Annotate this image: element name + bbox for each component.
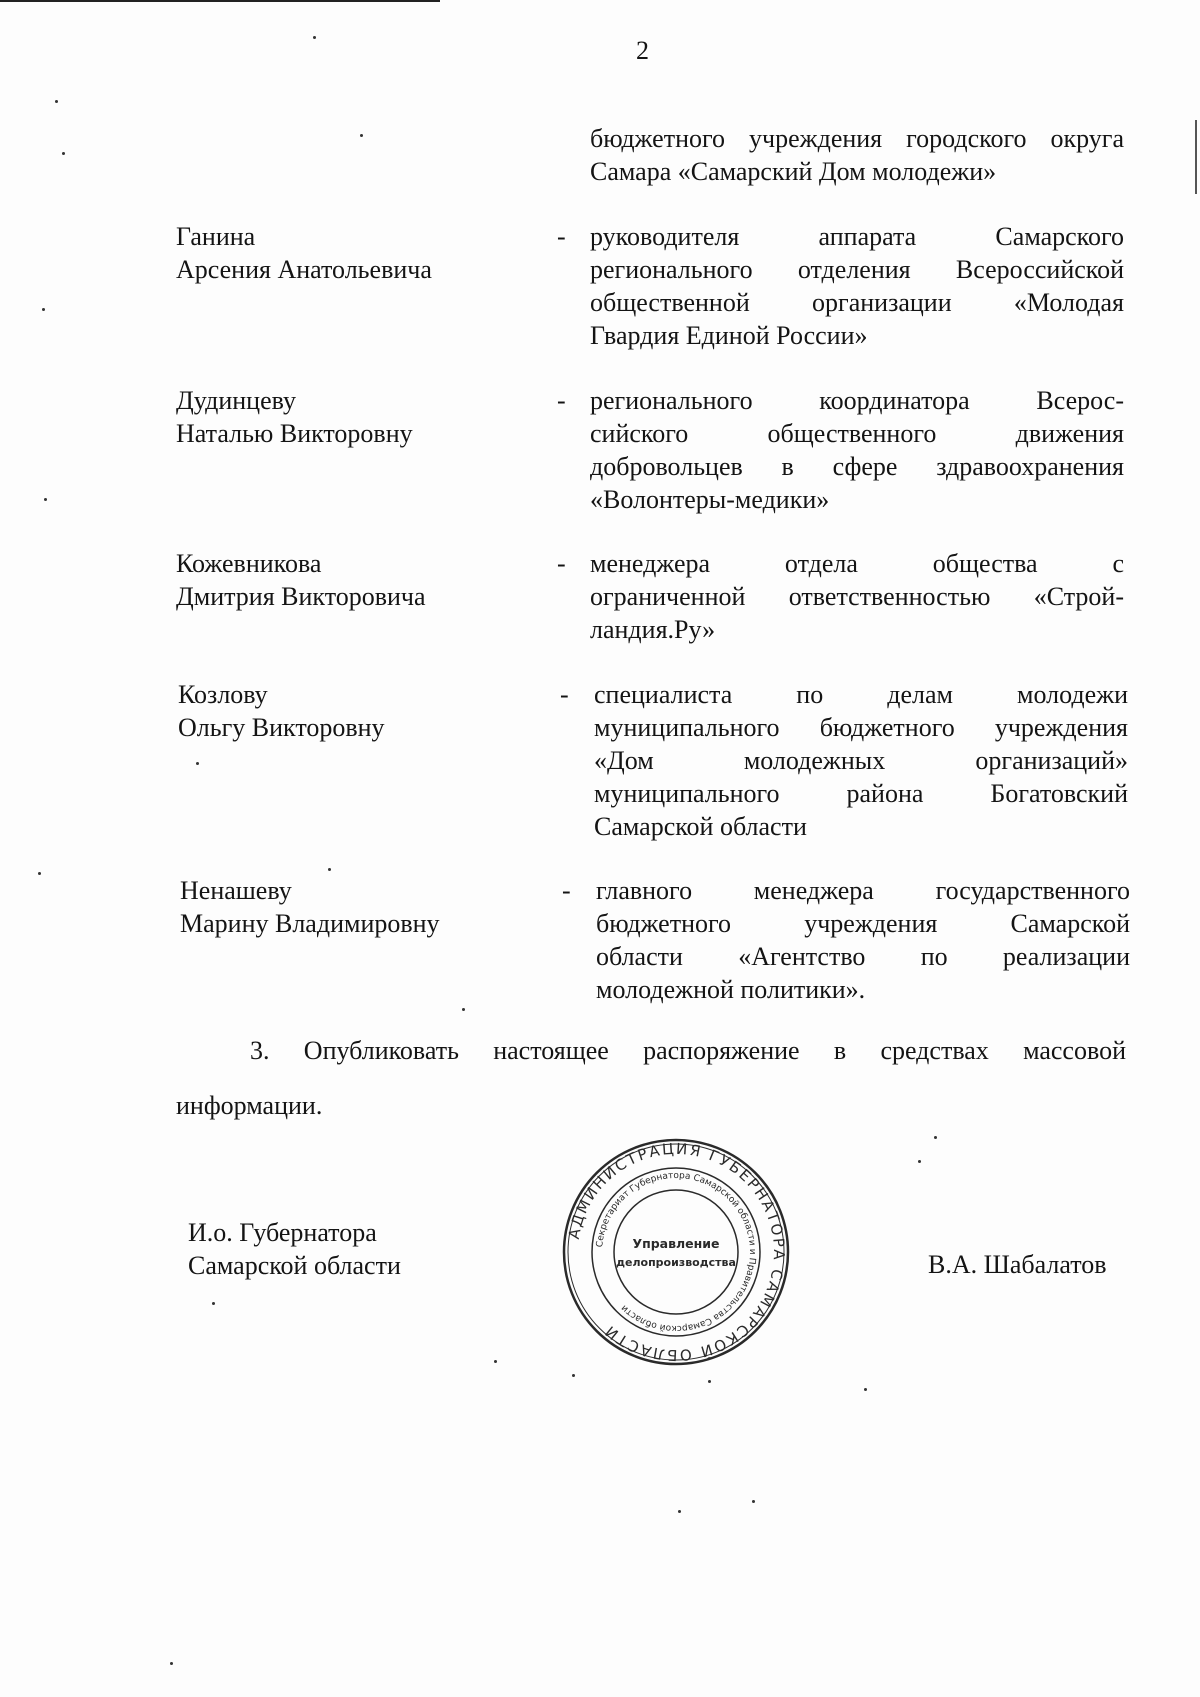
- surname: Кожевникова: [176, 549, 322, 578]
- signatory-title-line: И.о. Губернатора: [188, 1218, 377, 1247]
- scan-speck: [313, 36, 316, 39]
- appointee-position: [594, 678, 1128, 843]
- seal-center-line: Управление: [632, 1236, 720, 1251]
- scan-speck: [38, 872, 41, 875]
- publication-clause: [176, 1034, 1126, 1122]
- seal-center-line: делопроизводства: [616, 1256, 736, 1269]
- given-names: Наталью Викторовну: [176, 419, 413, 448]
- appointee-name: [180, 874, 560, 940]
- seal-middle-ring: [592, 1168, 760, 1336]
- position-line: главного менеджера государственного: [596, 876, 1130, 905]
- scan-speck: [864, 1388, 867, 1391]
- position-line: области «Агентство по реализации: [596, 942, 1130, 971]
- position-line: общественной организации «Молодая: [590, 288, 1124, 317]
- position-line: менеджера отдела общества с: [590, 549, 1124, 578]
- continuation-line: Самара «Самарский Дом молодежи»: [590, 157, 997, 186]
- scan-speck: [196, 762, 199, 765]
- dash: -: [557, 222, 566, 251]
- surname: Дудинцеву: [176, 386, 296, 415]
- scan-speck: [212, 1302, 215, 1305]
- seal-outer-text: АДМИНИСТРАЦИЯ ГУБЕРНАТОРА САМАРСКОЙ ОБЛАСТИ: [564, 1139, 789, 1365]
- clause-line: информации.: [176, 1091, 323, 1120]
- appointee-name: [176, 384, 556, 450]
- scan-speck: [934, 1136, 937, 1139]
- appointee-position: [590, 547, 1124, 646]
- position-line: регионального координатора Всерос-: [590, 386, 1124, 415]
- scan-speck: [918, 1160, 921, 1163]
- given-names: Ольгу Викторовну: [178, 713, 385, 742]
- given-names: Дмитрия Викторовича: [176, 582, 426, 611]
- scan-right-edge: [1195, 120, 1197, 194]
- position-line: Самарской области: [594, 812, 807, 841]
- scan-speck: [462, 1008, 465, 1011]
- scan-speck: [55, 100, 58, 103]
- position-line: муниципального района Богатовский: [594, 779, 1128, 808]
- page-number: 2: [636, 36, 649, 65]
- appointee-position: [590, 220, 1124, 352]
- dash: -: [562, 876, 571, 905]
- surname: Ганина: [176, 222, 256, 251]
- position-line: добровольцев в сфере здравоохранения: [590, 452, 1124, 481]
- scan-top-edge: [0, 0, 440, 2]
- position-line: руководителя аппарата Самарского: [590, 222, 1124, 251]
- scan-speck: [44, 498, 47, 501]
- given-names: Марину Владимировну: [180, 909, 440, 938]
- signatory-name: В.А. Шабалатов: [928, 1250, 1107, 1279]
- appointee-position: [596, 874, 1130, 1006]
- signatory-title-line: Самарской области: [188, 1251, 401, 1280]
- scan-speck: [752, 1500, 755, 1503]
- scan-speck: [678, 1510, 681, 1513]
- appointee-name: [178, 678, 558, 744]
- scan-speck: [170, 1662, 173, 1665]
- position-line: сийского общественного движения: [590, 419, 1124, 448]
- dash: -: [557, 549, 566, 578]
- position-line: ландия.Ру»: [590, 615, 716, 644]
- scan-speck: [708, 1380, 711, 1383]
- scan-speck: [328, 868, 331, 871]
- clause-line: 3. Опубликовать настоящее распоряжение в средствах массовой: [250, 1036, 1126, 1065]
- appointee-position: [590, 384, 1124, 516]
- given-names: Арсения Анатольевича: [176, 255, 432, 284]
- appointee-name: [176, 547, 556, 613]
- position-line: Гвардия Единой России»: [590, 321, 868, 350]
- continuation-line: бюджетного учреждения городского округа: [590, 124, 1124, 153]
- scan-speck: [360, 134, 363, 137]
- continuation-text: [590, 122, 1124, 188]
- position-line: бюджетного учреждения Самарской: [596, 909, 1130, 938]
- scan-speck: [572, 1374, 575, 1377]
- surname: Козлову: [178, 680, 268, 709]
- position-line: «Дом молодежных организаций»: [594, 746, 1128, 775]
- position-line: специалиста по делам молодежи: [594, 680, 1128, 709]
- scan-speck: [42, 308, 45, 311]
- signatory-title: [188, 1216, 401, 1282]
- position-line: «Волонтеры-медики»: [590, 485, 830, 514]
- position-line: регионального отделения Всероссийской: [590, 255, 1124, 284]
- position-line: молодежной политики».: [596, 975, 866, 1004]
- seal-inner-ring: [614, 1190, 738, 1314]
- scan-speck: [494, 1360, 497, 1363]
- scan-speck: [62, 152, 65, 155]
- official-seal: [562, 1138, 790, 1366]
- position-line: ограниченной ответственностью «Строй-: [590, 582, 1124, 611]
- position-line: муниципального бюджетного учреждения: [594, 713, 1128, 742]
- appointee-name: [176, 220, 556, 286]
- dash: -: [560, 680, 569, 709]
- surname: Ненашеву: [180, 876, 292, 905]
- dash: -: [557, 386, 566, 415]
- seal-inner-text: Секретариат Губернатора Самарской области и Правительства Самарской области: [595, 1170, 758, 1334]
